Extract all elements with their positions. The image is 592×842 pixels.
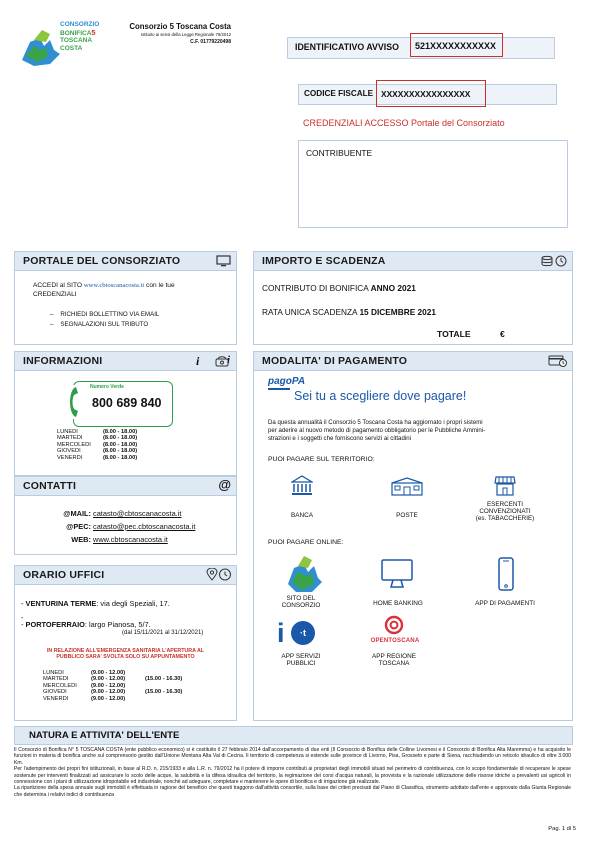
natura-paragraph: Il Consorzio di Bonifica N° 5 TOSCANA COSTA (ente pubblico economico) si è costituito il 27 febbraio 2014 dall'accorpamento di due enti (Il Consorzio di Bonifica delle Colline Livornesi e il Consorzio di Bonifica Alta Maremma) e ha acquisito le funzioni in materia di bonifica anche sul comprensorio gestito dall'Unione Montana Alta Val di Cecina. Il territorio di competenza si estende sulle province di Livorno, Pisa, Grosseto e parte di Siena, racchiudendo un reticolo idraulico di oltre 3.000 Km.: [14, 747, 571, 766]
avviso-label: IDENTIFICATIVO AVVISO: [295, 42, 399, 52]
office-portoferraio: - PORTOFERRAIO: largo Pianosa, 5/7.: [21, 620, 151, 629]
table-row: MERCOLEDI (9.00 - 12.00): [43, 682, 126, 689]
org-subtitle: Istituito ai sensi della Legge Regionale 79/2012: [140, 32, 231, 37]
pagamento-panel: [253, 351, 573, 721]
office-venturina: - VENTURINA TERME: via degli Speziali, 17.: [21, 599, 170, 608]
shop-icon: [494, 475, 516, 497]
natura-text: [14, 747, 571, 798]
bank-icon: [291, 475, 313, 497]
smartphone-icon[interactable]: [497, 557, 515, 591]
cf-label: CODICE FISCALE: [304, 89, 374, 98]
totale-currency: €: [500, 329, 505, 339]
pagopa-slogan: Sei tu a scegliere dove pagare!: [294, 389, 467, 403]
contatti-panel: [14, 476, 237, 555]
info-icon: i: [226, 354, 230, 366]
at-icon: @: [218, 477, 231, 492]
portale-panel: [14, 251, 237, 345]
portale-title: PORTALE DEL CONSORZIATO: [23, 255, 181, 267]
io-app-icon[interactable]: i ·t: [277, 619, 321, 647]
mail-label: @MAIL:: [63, 509, 91, 518]
card-clock-icon: [548, 355, 568, 367]
pagopa-logo: pagoPA: [268, 376, 306, 387]
pagamento-title: MODALITA' DI PAGAMENTO: [262, 355, 408, 367]
online-app-pagamenti-label: APP DI PAGAMENTI: [475, 600, 535, 607]
contribuente-label: CONTRIBUENTE: [306, 148, 373, 158]
pagamento-intro: Da questa annualità il Consorzio 5 Toscana Costa ha aggiornato i propri sistemi per aderire al nuovo metodo di pagamento obbligatorio per le Pubbliche Ammini- strazioni e i soggetti che forniscono servizi ai cittadini: [268, 419, 486, 442]
numero-verde[interactable]: 800 689 840: [92, 396, 162, 410]
portale-site-link[interactable]: www.cbtoscanacosta.it: [83, 282, 145, 289]
logo-text: CONSORZIO BONIFICA5 TOSCANA COSTA: [60, 21, 100, 52]
table-row: LUNEDI (8.00 - 18.00): [57, 429, 138, 435]
org-cf: C.F. 01779220498: [190, 39, 231, 45]
mail-link[interactable]: catasto@cbtoscanacosta.it: [93, 509, 182, 518]
portale-access-pre: ACCEDI al SITO: [33, 282, 84, 289]
numero-verde-label: Numero Verde: [90, 384, 124, 390]
location-clock-icon: [206, 568, 232, 581]
coins-clock-icon: [540, 255, 568, 267]
orario-hours-table: [43, 670, 186, 702]
table-row: GIOVEDI (8.00 - 18.00): [57, 448, 138, 455]
table-row: VENERDI (9.00 - 12.00): [43, 695, 126, 702]
totale-label: TOTALE: [437, 329, 471, 339]
importo-panel: [253, 251, 573, 345]
online-label: PUOI PAGARE ONLINE:: [268, 539, 344, 546]
territorio-banca-label: BANCA: [290, 512, 314, 519]
orario-panel: ORARIO UFFICI - VENTURINA TERME: via degli Speziali, 17. - - PORTOFERRAIO: largo Pianosa, 5/7. (dal 15/11/2021 al 31/12/2021) IN RELAZIONE ALL'EMERGENZA SANITARIA L'APERTURA AL PUBBLICO SARA' SVOLTA SOLO SU APPUNTAMENTO LUNEDI (9.00 - 12.00) MARTEDI (9.00 - 12.00) (15.00 - 16.30) MERCOLEDI (9.00 - 12.00) GIOVEDI (9.00 - 12.00) (15.00 - 16.30) VENERDI (9.00 - 12.00): [14, 565, 237, 721]
territorio-poste-label: POSTE: [396, 512, 418, 519]
web-label: WEB:: [71, 535, 91, 544]
office-portoferraio-dates: (dal 15/11/2021 al 31/12/2021): [122, 630, 204, 636]
phone-handset-icon: [66, 385, 80, 419]
online-sito-label: SITO DEL CONSORZIO: [281, 595, 321, 610]
emergency-notice: IN RELAZIONE ALL'EMERGENZA SANITARIA L'APERTURA AL PUBBLICO SARA' SVOLTA SOLO SU APPUNTAMENTO: [46, 648, 205, 661]
monitor-icon[interactable]: [380, 558, 414, 590]
numero-verde-box: [73, 381, 173, 427]
natura-header: [14, 726, 573, 745]
natura-paragraph: Per l'adempimento dei propri fini istituzionali, in base al R.D. n. 215/1933 e alla L.R. n. 79/2012 ha il potere di imporre contributi ai proprietari degli immobili situati nel perimetro di contribuenza, con lo scopo fondamentale di recuperare le spese sostenute per interventi finalizzati ad assicurare lo scolo delle acque, la salubrità e la difesa idraulica del territorio, la regimazione dei corsi d'acqua naturali, la provvista e la razionale utilizzazione delle risorse idriche a prevalenti usi agricoli in connessione con i piani di utilizzazione idropotabile ed industriale, nonché ad adeguare, completare e mantenere le opere di bonifica e di irrigazione già realizzate.: [14, 766, 571, 786]
portale-access-line2: CREDENZIALI: [33, 290, 77, 298]
org-name: Consorzio 5 Toscana Costa: [129, 22, 231, 31]
orario-title: ORARIO UFFICI: [23, 569, 105, 581]
monitor-icon: [216, 255, 231, 267]
pec-link[interactable]: catasto@pec.cbtoscanacosta.it: [93, 522, 196, 531]
online-io-label: APP SERVIZI PUBBLICI: [281, 653, 321, 668]
table-row: GIOVEDI (9.00 - 12.00) (15.00 - 16.30): [43, 689, 183, 696]
table-row: MARTEDI (8.00 - 18.00): [57, 435, 138, 442]
contatti-title: CONTATTI: [23, 480, 77, 492]
informazioni-panel: [14, 351, 237, 476]
info-hours-table: [57, 429, 141, 461]
territorio-label: PUOI PAGARE SUL TERRITORIO:: [268, 456, 375, 463]
opentoscana-icon[interactable]: OPENTOSCANA: [364, 615, 424, 651]
portale-access-post: con le tue: [144, 282, 175, 289]
table-row: LUNEDI (9.00 - 12.00): [43, 670, 126, 676]
portale-item: – RICHIEDI BOLLETTINO VIA EMAIL: [50, 311, 160, 318]
consorzio-logo-icon[interactable]: [284, 554, 324, 594]
avviso-value: 521XXXXXXXXXXX: [410, 33, 503, 57]
importo-title: IMPORTO E SCADENZA: [262, 255, 386, 267]
post-office-icon: [390, 477, 424, 497]
credenziali-heading: CREDENZIALI ACCESSO Portale del Consorziato: [303, 118, 505, 128]
table-row: MERCOLEDI (8.00 - 18.00): [57, 441, 138, 448]
pec-label: @PEC:: [66, 522, 91, 531]
table-row: MARTEDI (9.00 - 12.00) (15.00 - 16.30): [43, 676, 183, 683]
table-row: VENERDI (8.00 - 18.00): [57, 454, 138, 461]
info-i-icon: i: [196, 354, 200, 368]
online-homebanking-label: HOME BANKING: [373, 600, 423, 607]
natura-paragraph: La ripartizione della spesa annuale sugli immobili è effettuata in ragione del beneficio che questi traggono dall'attività consortile, sulla base dei criteri precisati dal Piano di Classifica, strumento adottato dall'ente e approvato dalla Giunta Regionale che determina i relativi indici di contribuenza: [14, 785, 571, 798]
natura-title: NATURA E ATTIVITA' DELL'ENTE: [29, 730, 180, 741]
informazioni-title: INFORMAZIONI: [23, 355, 103, 367]
importo-line2: RATA UNICA SCADENZA 15 DICEMBRE 2021: [262, 307, 436, 317]
web-link[interactable]: www.cbtoscanacosta.it: [93, 535, 168, 544]
territorio-esercenti-label: ESERCENTI CONVENZIONATI (es. TABACCHERIE): [475, 501, 535, 523]
phone-icon: [215, 356, 229, 367]
online-opentoscana-label: APP REGIONE TOSCANA: [372, 653, 416, 668]
cf-value: XXXXXXXXXXXXXXXX: [376, 80, 486, 107]
page-number: Pag. 1 di 5: [548, 826, 576, 832]
importo-line1: CONTRIBUTO DI BONIFICA ANNO 2021: [262, 283, 416, 293]
portale-item: – SEGNALAZIONI SUL TRIBUTO: [50, 321, 149, 328]
